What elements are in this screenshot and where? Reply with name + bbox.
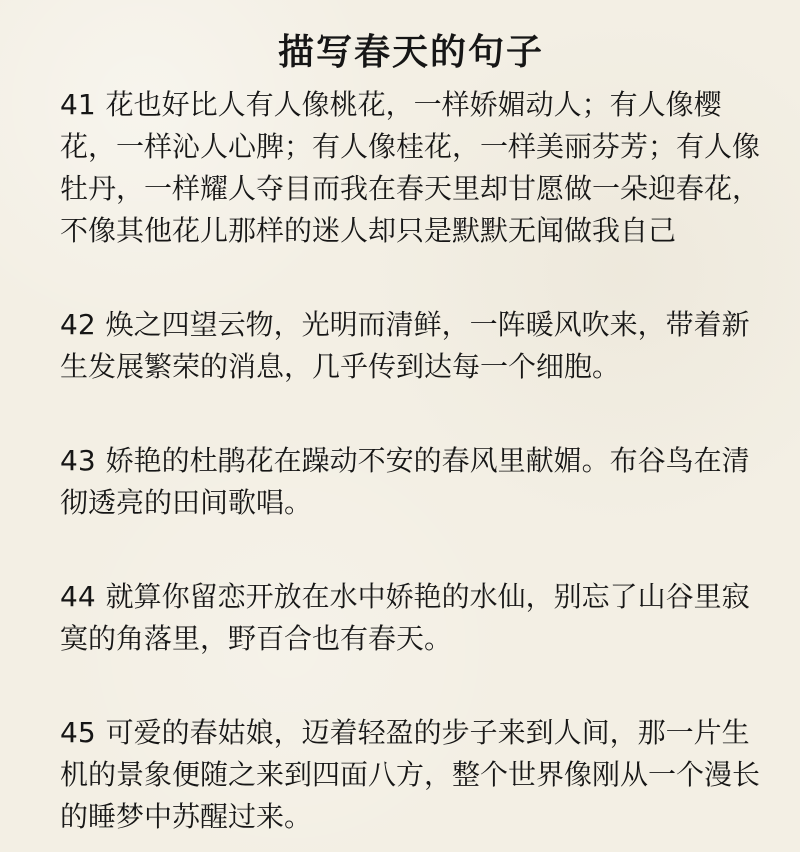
- sentence-text: 就算你留恋开放在水中娇艳的水仙，别忘了山谷里寂寞的角落里，野百合也有春天。: [60, 580, 750, 655]
- sentence-number: 43: [60, 444, 96, 477]
- sentence-42: [60, 304, 762, 388]
- sentence-text: 娇艳的杜鹃花在躁动不安的春风里献媚。布谷鸟在清彻透亮的田间歌唱。: [60, 444, 750, 519]
- sentence-43: [60, 440, 762, 524]
- sentence-41: [60, 84, 762, 252]
- page-title: 描写春天的句子: [277, 31, 544, 73]
- sentence-text: 可爱的春姑娘，迈着轻盈的步子来到人间，那一片生机的景象便随之来到四面八方，整个世界像刚从一个漫长的睡梦中苏醒过来。: [60, 716, 761, 833]
- sentence-text: 焕之四望云物，光明而清鲜，一阵暖风吹来，带着新生发展繁荣的消息，几乎传到达每一个细胞。: [60, 308, 750, 383]
- sentence-number: 41: [60, 88, 96, 121]
- sentence-44: [60, 576, 762, 660]
- sentence-text: 花也好比人有人像桃花，一样娇媚动人；有人像樱花，一样沁人心脾；有人像桂花，一样美丽芬芳；有人像牡丹，一样耀人夺目而我在春天里却甘愿做一朵迎春花，不像其他花儿那样的迷人却只是默默无闻做我自己: [60, 88, 761, 247]
- sentence-number: 45: [60, 716, 96, 749]
- sentence-number: 42: [60, 308, 96, 341]
- sentence-number: 44: [60, 580, 96, 613]
- sentence-45: [60, 712, 762, 838]
